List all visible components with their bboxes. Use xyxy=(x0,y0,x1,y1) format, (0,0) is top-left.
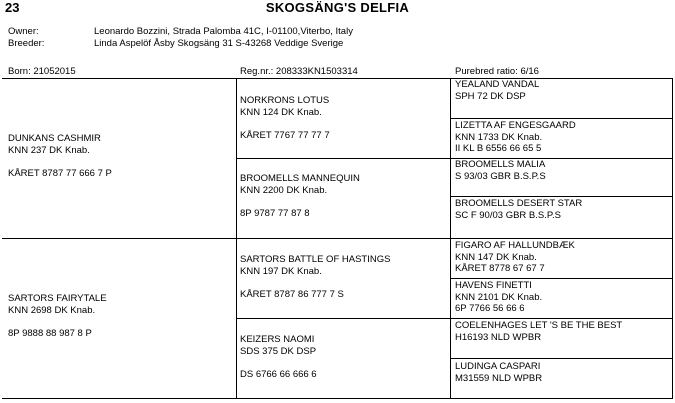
registration-number: Reg.nr.: 208333KN1503314 xyxy=(240,66,358,77)
grandparent-name: SARTORS BATTLE OF HASTINGS xyxy=(240,254,391,265)
great-grandparent-line: KÅRET 8778 67 67 7 xyxy=(455,263,545,274)
born-date: Born: 21052015 xyxy=(8,66,76,77)
great-grandparent-name: BROOMELLS DESERT STAR xyxy=(455,198,583,209)
great-grandparent-cell-5 xyxy=(455,240,575,275)
great-grandparent-name: LIZETTA AF ENGESGAARD xyxy=(455,120,576,131)
owner-label: Owner: xyxy=(8,26,39,37)
great-grandparent-line: S 93/03 GBR B.S.P.S xyxy=(455,170,546,182)
right-border xyxy=(672,78,673,399)
ggp-divider-5 xyxy=(450,278,672,279)
great-grandparent-name: FIGARO AF HALLUNDBÆK xyxy=(455,240,575,251)
grandparent-divider-bottom xyxy=(236,318,450,319)
dam-name: SARTORS FAIRYTALE xyxy=(8,293,107,304)
grandparent-extra: KÅRET 8787 86 777 7 S xyxy=(240,288,344,300)
great-grandparent-line: SPH 72 DK DSP xyxy=(455,90,526,102)
column-divider-2 xyxy=(450,78,451,399)
great-grandparent-name: BROOMELLS MALIA xyxy=(455,159,546,170)
column-divider-1 xyxy=(236,78,237,399)
great-grandparent-line: SC F 90/03 GBR B.S.P.S xyxy=(455,209,561,221)
ggp-divider-3 xyxy=(450,196,672,197)
great-grandparent-line: KNN 1733 DK Knab. xyxy=(455,131,543,143)
owner-value: Leonardo Bozzini, Strada Palomba 41C, I-01100,Viterbo, Italy xyxy=(94,26,353,37)
grandparent-name: KEIZERS NAOMI xyxy=(240,334,315,345)
table-top-border xyxy=(2,78,672,79)
grandparent-reg: KNN 197 DK Knab. xyxy=(240,265,322,277)
table-bottom-border xyxy=(2,398,672,399)
great-grandparent-name: COELENHAGES LET 'S BE THE BEST xyxy=(455,320,623,331)
sire-name: DUNKANS CASHMIR xyxy=(8,133,101,144)
great-grandparent-name: HAVENS FINETTI xyxy=(455,280,532,291)
great-grandparent-cell-7 xyxy=(455,320,622,343)
ggp-divider-6 xyxy=(450,318,672,319)
sire-extra: KÅRET 8787 77 666 7 P xyxy=(8,167,112,179)
breeder-label: Breeder: xyxy=(8,38,45,49)
page-title: SKOGSÄNG'S DELFIA xyxy=(265,0,410,15)
grandparent-extra: KÅRET 7767 77 77 7 xyxy=(240,129,330,141)
ggp-divider-1 xyxy=(450,118,672,119)
grandparent-reg: KNN 124 DK Knab. xyxy=(240,106,322,118)
great-grandparent-line: KNN 147 DK Knab. xyxy=(455,251,537,263)
grandparent-extra: 8P 9787 77 87 8 xyxy=(240,207,310,219)
great-grandparent-name: LUDINGA CASPARI xyxy=(455,361,541,372)
great-grandparent-cell-4 xyxy=(455,198,582,221)
table-middle-divider xyxy=(2,238,672,239)
grandparent-cell-3 xyxy=(240,254,390,300)
catalog-number: 23 xyxy=(5,0,20,15)
great-grandparent-name: YEALAND VANDAL xyxy=(455,79,540,90)
grandparent-name: BROOMELLS MANNEQUIN xyxy=(240,173,360,184)
dam-extra: 8P 9888 88 987 8 P xyxy=(8,327,92,339)
grandparent-cell-2 xyxy=(240,173,360,219)
grandparent-cell-1 xyxy=(240,95,330,141)
sire-cell xyxy=(8,133,112,179)
great-grandparent-line: 6P 7766 56 66 6 xyxy=(455,303,525,314)
great-grandparent-line: KNN 2101 DK Knab. xyxy=(455,291,543,303)
great-grandparent-line: H16193 NLD WPBR xyxy=(455,331,542,343)
great-grandparent-cell-6 xyxy=(455,280,542,315)
grandparent-cell-4 xyxy=(240,334,317,380)
sire-reg: KNN 237 DK Knab. xyxy=(8,144,90,156)
purebred-ratio: Purebred ratio: 6/16 xyxy=(455,66,539,77)
grandparent-divider-top xyxy=(236,158,450,159)
great-grandparent-line: II KL B 6556 66 65 5 xyxy=(455,143,542,154)
breeder-row xyxy=(8,38,343,50)
grandparent-extra: DS 6766 66 666 6 xyxy=(240,368,317,380)
ggp-divider-7 xyxy=(450,358,672,359)
great-grandparent-line: M31559 NLD WPBR xyxy=(455,372,543,384)
owner-row xyxy=(8,26,353,38)
grandparent-reg: KNN 2200 DK Knab. xyxy=(240,184,328,196)
breeder-value: Linda Aspelöf Åsby Skogsäng 31 S-43268 Veddige Sverige xyxy=(94,38,344,49)
grandparent-name: NORKRONS LOTUS xyxy=(240,95,330,106)
great-grandparent-cell-3 xyxy=(455,159,546,182)
great-grandparent-cell-2 xyxy=(455,120,576,155)
dam-reg: KNN 2698 DK Knab. xyxy=(8,304,96,316)
grandparent-reg: SDS 375 DK DSP xyxy=(240,345,317,357)
great-grandparent-cell-1 xyxy=(455,79,539,102)
dam-cell xyxy=(8,293,107,339)
great-grandparent-cell-8 xyxy=(455,361,542,384)
